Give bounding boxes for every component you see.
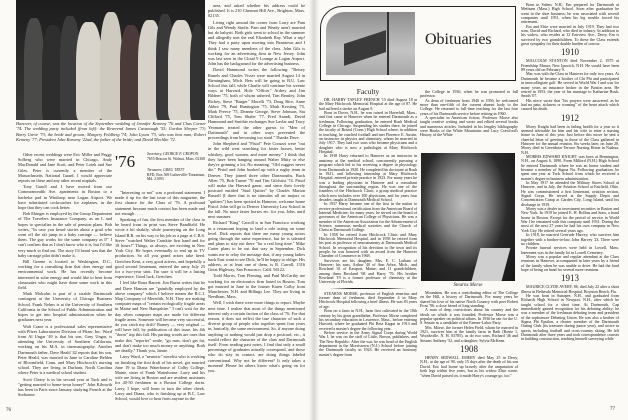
paragraph: Morry was a popular and regular attendant at the Class reunions in Hanover, accompanied in later years by a friend of the family when he was unable to drive. He had the fond hope of being on hand for several more reunions. bbox=[521, 253, 619, 272]
paragraph: the College in 1936, when he was promoted to full professor. bbox=[420, 90, 518, 99]
class-notes-column-3 bbox=[208, 3, 305, 401]
paragraph: Well, I wish there were more things to report. Maybe next time. I realize that most of the things mentioned interest only a certain faction of the class of '76. For that reason, it does not reflect the true character of such a diverse group of people who together spent four years in, basically, the same environment. So, if anyone doing anything or nothing would just drop a postcard, etc., it would reflect the character of the class and Dartmouth itself. From reading past notes, I find that only a small percentage of graduates actually correspond, and those who do stay in contact, are doing things labeled conventional. Why not be different? It only takes a moment! Please let others know what's going on for you. bbox=[208, 300, 305, 374]
paragraph: Scott Cleary is in his second year at Tuck and is "getting married to home-town honey!" John Kilworth has been in Paris since January studying French at the Sorbonne. bbox=[18, 376, 112, 398]
paragraph: STEARNS MORSE, professor of English emeritus and former dean of freshmen, died September 4 in Mary Hitchcock Hospital following a brief illness. He was 83 years of age. bbox=[319, 290, 417, 309]
paragraph: A specialist in American fiction, Professor Morse also taught creative writing and wrote and edited several books and numerous articles. Included in his lengthy bibliography were Books of the White Mountains and Lucy Crawford's History of the White bbox=[420, 115, 518, 138]
treasurer-label: Treasurer, GREG TRITT bbox=[147, 168, 185, 172]
section-title: Obituaries bbox=[425, 31, 492, 48]
paragraph: As dean of freshmen from 1946 to 1956, he welcomed more than one-fifth of the current alumni body to the College. He returned to full-time teaching for the last four years of his Dartmouth service before retiring in 1960. bbox=[420, 97, 518, 116]
obituaries-column-3 bbox=[521, 3, 619, 404]
flag-photo bbox=[326, 12, 415, 75]
paragraph: His niece wrote that "his prayers were answered, as he had no pain, sickness or warning" of the heart attack which caused his death. bbox=[521, 97, 619, 112]
paragraph: Born in Dover, N.H., he was raised in Haverhill, Mass., and first came to Hanover when he entered Dartmouth as a freshman. Following graduation, he entered Rush Medical College in Chicago. Suspending his studies there, he joined the faculty of Bristol (Conn.) High School where, in addition to teaching, he coached football and met Florence E. Austin, an instructor in physics and chemistry, whom he married in July 1917. They had two sons who became physicians and a daughter who is now a pathologist at Mary Hitchcock Hospital. bbox=[319, 110, 417, 155]
paragraph: Larry Ward, a "neurotic" novelist who is working on finishing the first draft of his novel, got married June 19 to Diana Waterhouse of Colby College, Maine, sister of Frank Waterhouse. Larry and his wife are living in Boston and are resident assistants for 40-50 freshmen in a Boston College dorm. Larry, I hope, will learn to turn the other cheek. Larry and Diana, who is finishing up at B.C. Law School, would love to hear from anyone in the bbox=[115, 354, 205, 401]
flag-icon bbox=[344, 30, 386, 66]
paragraph: Tony Garoll and I have moved from our Commonwealth Ave. apartments in Boston to a bachelor pad in Winthrop near Logan Airport. We have substituted cockroaches for airplanes, in the hope that they can cook better. bbox=[18, 184, 112, 211]
paragraph: area, and asked whether his address could be published. It is 210 Chestnut Hill Ave., Brighton, Mass. 02135. bbox=[208, 3, 305, 19]
paragraph: Morry Knight had been in failing health for a year so it seemed advisable for him and his wife to enter a nursing home in June of this year. Just before this move he sent a cheerful letter of greeting to those of the Class gathered in Hanover for the annual reunion. Six weeks later, on June 28, Morry died in Greenbriar Terrace Nursing Home in Nashua, N.H. bbox=[521, 123, 619, 155]
paragraph: Born in Salem, N.H., Em prepared for Dartmouth at Methuen (Mass.) High School. Soon after graduation he went in the shoe business; he was associated with several companies until 1951, when his leg trouble forced his retirement. bbox=[521, 3, 619, 25]
paragraph: John Shepherd and "Pistol" Pete Coruzzi were "out in the wild west searching for faster horses, better whiskey, good women, and more money." I think that they have been hanging around Walter Mitty or else they're grinning a lot. No meaning. "Old ruggers never die." Pistol and John hooked up with a rugby team in Denver. They joined three other Dartmouths, Buck Allen '75, Bob Turner '70 and Tim Gilchrist '74. Pistol will make the Harvard game, and since their lovely postcard entitled "Stud Quitter" by Charles Marion Russell (I three that is no stimulus all art majors or "quitters") has been spotted in Hanover, welcome home Pistol. John will go to Denver University Law School in the fall. No more faster horses etc. for you, John, until next summer. bbox=[208, 141, 305, 220]
class-notes-column-1 bbox=[18, 152, 112, 402]
paragraph: Speaking of fun, the first member of the class to be heard from in print was Steve Bandfield. He wrote a bit shakily, while journeying on the Long Island R.R. on his way to his job as a page at C.B.S. Steve "watched Walter Cronkite first hand and for 18 hours!" Things, as always, are exciting in New York City. He hopes eventually to end up in TV production. So all you grand actors take heed. Gretchen Kent, a very good actress, and hopefully a good second lieutenant, entered the army July 25 for a two-year stint. I'm sure it will be a lasting experience. Good luck, Gretchen. bbox=[115, 217, 205, 280]
paragraph: Living right around the corner from Larry are Pam Gils and Wendy Simlis. Pam and Wendy aren't married but do babysit. Both girls went to school in the summer and allegedly met the real Elizabeth Ray. What a trip! They had a party upon moving into Beantown and I think I saw many members of the class. John Gils is working for an advertising firm in New Jersey. John was last seen in the Cloud 9 Lounge at Logan Airport. John has the background for the advertising business. bbox=[208, 19, 305, 67]
year-heading-1910: 1910 bbox=[561, 47, 579, 58]
portrait-caption: Stearns Morse bbox=[453, 283, 483, 288]
paragraph: In 1958 he retired from Hitchcock Clinic and Mary Hitchcock Memorial Hospital, and in 1958 he retired from his post as professor of neuroanatomy at Dartmouth Medical School. In recognition of his devotion to the town and its people, he was honored with an award from the Hanover Chamber of Commerce in 1968. bbox=[319, 231, 417, 259]
treasurer-address: RFD, Box 569 Lutherville-Timonium, Md. 21093 bbox=[147, 172, 206, 182]
divider bbox=[329, 288, 407, 289]
paragraph: In 1918 Harry returned to Hanover as an instructor in anatomy at the medical school, concurrently pursuing a program which led to his receiving a degree in physiology from Dartmouth in 1920. He completed his doctorate at Rush in 1921, and following internship at Mary Hitchcock Hospital, entered private practice in 1923. For many years he was a leading physician in Hanover and a consultant throughout the surrounding region. He was one of the founders of the Hitchcock Clinic, a group medical practice which now includes over 100 physicians, and for years four decades, taught at Dartmouth Medical School. bbox=[319, 153, 417, 202]
paragraph: Mac was with the Class in Hanover for only two years. At Dartmouth he became a brother of Chi Phi and participated in intercollegiate golf. He served in World War I and was for many years an insurance broker in the Boston area. He retired in 1953, the year of his marriage to Katharine Rush, Smith '07. bbox=[521, 71, 619, 99]
wedding-party-photo bbox=[16, 0, 205, 120]
faculty-column-2 bbox=[420, 90, 518, 150]
paragraph: Morry was a dealer in investment securities in Boston and New York. In 1919 he joined E. H. Rollins and Sons, a bond house in Boston. Except for the period of service in World War I he remained with this company until 1931. During the most of the next 27 years he had his own company in New York City. He retired several years ago. bbox=[521, 206, 619, 233]
paragraph: David Hammond writes the following: "Betsey Runels and Charles Visser were married August 14 in Birmingham, Mich. Bets will be going to B.U. Law School this fall, while Charlie will continue his weenie ways at Harvard. Hole "Officer" Ardrey and Jim Bildner '75, both of whom ushered, Tim Beasley, John Richey, Steve "Burger" Morelli '73, Doug Rice, Anne Abbot '79, Paul Huntington '75, Mark Kersting '75, Mark Preece '75, Deanne George, Steve Johnson, Stu Clifford '75, Tom Shafer '77, Fred Arandt, David Hammond and Smithie exchanges Sue Lavlar and Tracy Yeomans treated the other guests to "Men of Dartmouth" and in other ways prevented the proceedings from becoming too staid." Thanks Dave. bbox=[208, 67, 305, 141]
page-number: 77 bbox=[610, 407, 615, 412]
paragraph: Before service in the Army Signal Corps during World War I, he was on the staff of Little, Brown, publishers, and The New Republic. After the war, he was head of the English department in the Morristown (N.J.) School before joining the Dartmouth faculty in 1923. He received an honorary master's degree from bbox=[319, 329, 417, 357]
page-gutter bbox=[309, 0, 319, 420]
paragraph: He was born in Sunapee, N.H., and graduated from Richards High School in Newport, N.H., after which he taught school for a short time. At Dartmouth, Cap immediately gained recognition for his debating ability; he was a member of the freshman debating team and president of the sophomore Debating Union. He was also a brother of Sigma Phi Epsilon, a charter member of the Dartmouth Outing Club (its treasurer during junior year), and active in sports, including football and cross-country skiing. He left Dartmouth after three years and took correspondence courses in building construction, teaching himself surveying while bbox=[521, 292, 619, 342]
paragraph: Mark Malcolm is part of a sizable Dartmouth contingent at the University of Chicago Business School. Frank Nelms is at the University of Southern California in the School of Public Administration and hopes to get into hospital administration when he graduates next year. bbox=[18, 291, 112, 323]
faculty-column-2b bbox=[420, 291, 518, 418]
paragraph: I feel like Rona Barrett. Jim Burns writes that he and Dave Hanson are "gainfully employed by the above company" which I believe means the B.C.I. Map Company of Meredith, N.H. They are making computer maps of "certain ecologically fragile areas in Maine and New Hampshire." I can't wait for the day when computer maps are made for different fragile areas. Someone will become very successful, do you catch my drift? Barney — very original — will have fall, by publication of this issue, his 4th "dorm" trip this fall. His parting words are ones that make this "reporter" smile, "go nuts, don't get fat, and don't make too much money or anything. Both are deadly." Thank you, Jamie. bbox=[115, 280, 205, 354]
paragraph: Mountains. He was a contributing editor of The College on the Hill, a history of Dartmouth. For many years he shared his love of his native North Country with poet Robert Frost '96, a close friend of long standing. bbox=[420, 291, 518, 309]
paragraph: MAURICE CLYDE AVERY, 86, died July 22 after a short illness in Bethesda Memorial Hospital, Boynton Beach, Fla. bbox=[521, 284, 619, 294]
paragraph: In 1937 Harry became one of the first in the nation to receive professional certification from the American Board of Internal Medicine; for many years, he served on the board of governors of the American College of Physicians. He was a member of the American Association for the Advancement of Science, numerous medical societies and the Church of Christ at Dartmouth College. bbox=[319, 201, 417, 233]
paragraph: Em and Elsie were married in July 1919. They had two sons, David and Richard, who died in infancy. In addition to his widow, who resides at 12 Fairview Ave., Derry, Em is survived by two grandchildren. To these the Class extends great sympathy for their double burden of sorrow. bbox=[521, 23, 619, 47]
paragraph: Richard "King" Carroll is in San Francisco working in a restaurant hoping to land a role acting on some level. Dick reports that there are many young actors going through the same experience, but he is talented and plans to stay out there "for a real long time." Mike Carter plans to be out that way in September. Dick wants me to relay the message that, if any young ladies back East want to see Dick, he'll be happy to oblige. His address, or at least one of them, is R. Carroll, 1316 Great Highway, San Francisco, Calif. 94122. bbox=[208, 220, 305, 273]
paragraph: A man of deep convictions about his country and the ideals on which it was founded, Professor Morse was a popular speaker on political affairs. In 1936 he ran for the U. S. Senate as a candidate of the Farmer-Labor Party. bbox=[420, 307, 518, 326]
secretary-address: 7655 Beacon St. Walnut, Mass. 02168 bbox=[147, 156, 206, 161]
paragraph: DR. HARRY TAPLEY FRENCH '15 died August 18 at the Mary Hitchcock Memorial Hospital at the age of 87. He had suffered a stroke on August 9. bbox=[319, 98, 417, 111]
class-year: '76 bbox=[115, 152, 136, 171]
faculty-column-1 bbox=[319, 98, 417, 418]
paragraph: In 1918, he married Gertrude Harvey, who survives him together with a brother-in-law, John Harvey '23. There were no children. bbox=[521, 232, 619, 246]
paragraph: Walt Crane is a professional sales representative with Pfizer Laboratories Division of Pfizer, Inc. Word from Al Ungar '49 is that his son, Gary Ungar, is attending the University of Southern California, working on his M.A. in cinematography. Another Dartmouth father, Dave Heald '42 reports that his son, Peter Heald, was married in June to Caroline Belden of Bloomfield, Conn. and Mary Hitchcock's nursing school. They are living in Durham, North Carolina where Peter is a medical school student. bbox=[18, 323, 112, 376]
right-page bbox=[314, 0, 628, 420]
paragraph: MALCOLM STANTON died November 2, 1975 at Friendship Manor, New Ipswich, N.H. He would have been 89 years old on February 9. bbox=[521, 58, 619, 73]
page-number: 76 bbox=[6, 408, 11, 413]
paragraph: "Interesting or not" was a profound statement. I made it up for the last issue of this magazine, the first chance for the Class of '76. A profound statement because much contact has been made and not enough . . . . bbox=[115, 190, 205, 216]
year-heading-1908: 1908 bbox=[460, 344, 478, 355]
stearns-morse-portrait bbox=[421, 153, 515, 281]
photo-caption: Hanover, of course, was the location of the September wedding of Jennifer Kemeny '76 and Chas Corner '74. The wedding party included (from left): the Reverend James Cavanaugh '55; Gordon Sleeper '73; Barry Greve '73; the bride and groom; Margery Feldberg '74; John Lyons '73, who was best man; Robert Kemeny '77; President John Kemeny '22ad, the father of the bride; and David Mechlin '72. bbox=[16, 121, 206, 143]
paragraph: Todd Morris, Tom Fleming, and Paul McCarthy are working for an electronics firm based in Boston. Tom got married in June to the former Karen Colby from Manchester, N.H. and Billings Lee. They are living in Needham, Mass. bbox=[208, 273, 305, 300]
secretary-label: Secretary, GEORGE F. CROPON bbox=[147, 152, 199, 156]
paragraph: Bob Ebinger is employed by the Group Department of The Travelers Insurance Company, as an L and hopes to specialize in the sale of pension plans. Bob writes, "In case you heard stories about a grad who went off the ski jump in a baby carriage — believe them. The guy works for the same company as I!" I can't confirm that as I don't know who it is, but I'd like very much to find out. The story I'd heard was that the baby carriage pilot didn't make it. bbox=[18, 211, 112, 258]
paragraph: Private funeral services were held in Lowell, Mass. Interment was in the family lot in Lowell Cemetery. bbox=[521, 245, 619, 255]
faculty-heading: Faculty bbox=[356, 87, 380, 96]
paragraph: Bill Greene is located in Washington, D.C., working for a consulting firm that does energy and environmental work. He has recently become interested in solar energy and would like to hear from classmates who might have done some work in this field. bbox=[18, 259, 112, 291]
paragraph: MORRIS EDWARD KNIGHT was born at Bennington, N.H., on August 6, 1890. From Milford (N.H.) High School he entered Dartmouth where he was an honor student and became a member of Sigma Nu. Following graduation, he spent one year at Tuck School from which he received a master's degree in business administration. bbox=[521, 153, 619, 181]
paragraph: Mrs. Morse, the former Helen Field, whom he married in 1921, survives him at the family farm in Bath (Route 1, Woodsville, N. H. 03785), as do two sons, Richard '46 and Stearns Anthony '52, and a daughter, Sylvia McKean. bbox=[420, 324, 518, 343]
paragraph: Born on a farm in N.H., farm first cultivated in the 18th century by his great grandfather, Professor Morse completed his secondary education in Lawrence, Mass., before entering Harvard, where he graduated Phi Beta Kappa in 1913 and received a master's degree the following year. bbox=[319, 308, 417, 331]
class-notes-column-2 bbox=[115, 190, 205, 402]
flagpole bbox=[387, 12, 389, 75]
year-heading-1913: 1913 bbox=[561, 273, 579, 284]
paragraph: Other recent weddings were Eric Miller and Peggy Solberg who were married in Chicago, Andy MacDonald and Jane Scott, and Peter Lotek and Sue Giles. Peter is currently a member of the Massachusetts National Guard. I would appreciate reports on these and any other recent nuptials. bbox=[18, 152, 112, 184]
obituaries-banner bbox=[320, 6, 516, 81]
paragraph: Survivors are his daughter, Mrs. E. C. Latham of Hanover; his sons, Arthur '40 of Ann Arbor, Mich., and Rowland '41 of Eastport, Maine; and 11 grandchildren, among them Rowland '68 and Harry '76. His brother Rowland '19 is a former professor of chemistry at the University of Florida. bbox=[319, 257, 417, 285]
paragraph: In May 1917 he attended the Military Stores School at Hanover, and in July, the Aviation School at Fairfield, Ohio. He was commissioned a first lieutenant, aviation section, Signal Corps. He served at the Supply Depot and Concentration Camp at Garden City, Long Island, until his discharge in 1919. bbox=[521, 180, 619, 207]
paragraph: HENRY SEDWALL EMERY died May 25 in Derry, N.H., at the age of 90, only 15 days after the death of his son David. Eric had borne up bravely after the amputation of both legs within five years, but as his widow Elsie wrote, "when David passed on, it made Harry's courage go, too." bbox=[420, 355, 518, 378]
class-of-76-header bbox=[115, 150, 207, 186]
year-heading-1912: 1912 bbox=[561, 112, 579, 123]
